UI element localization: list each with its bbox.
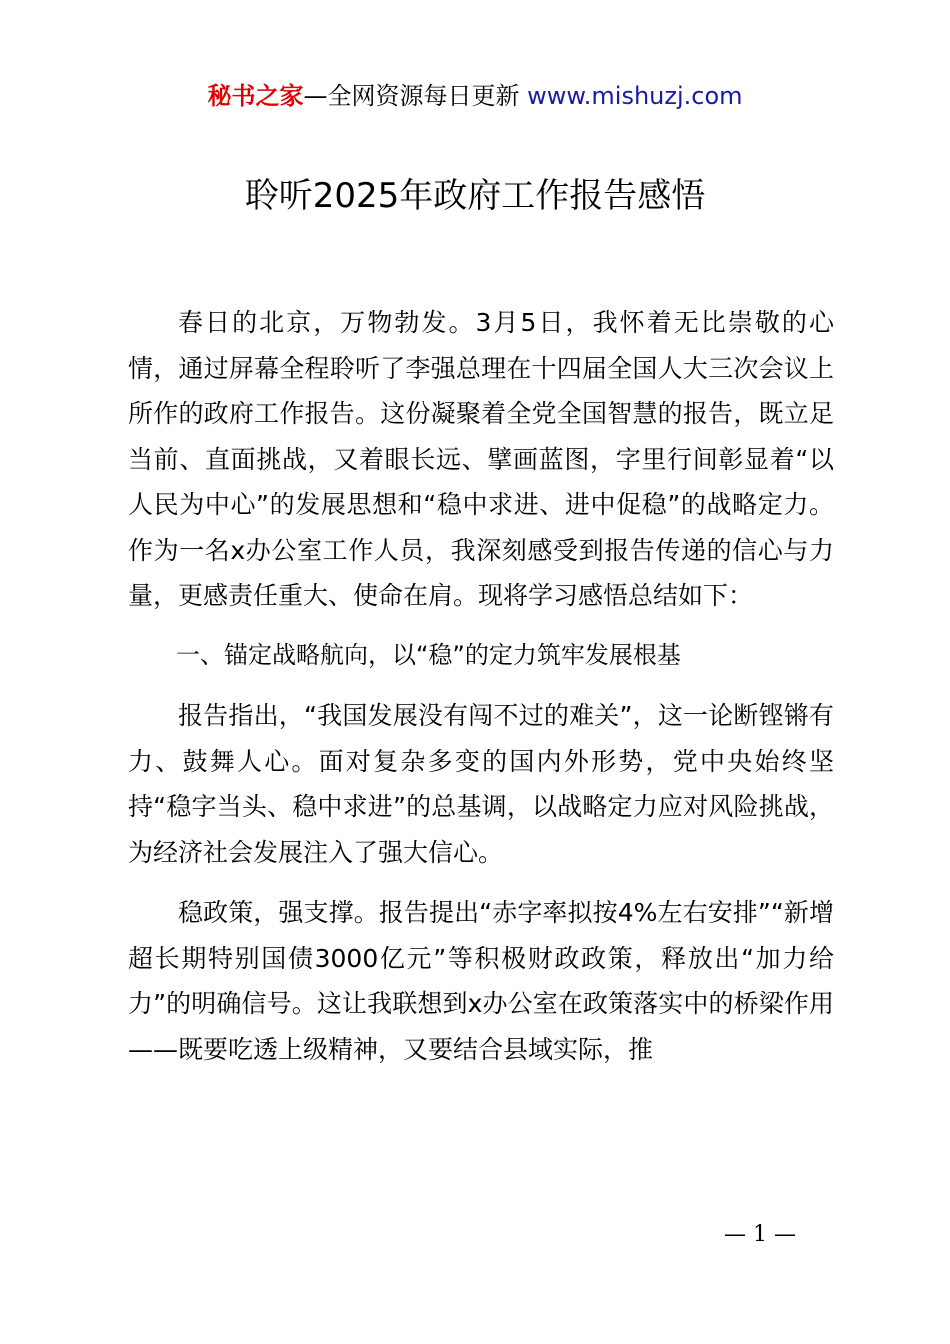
page-number: — 1 —	[724, 1222, 796, 1247]
header-tagline: —全网资源每日更新	[303, 82, 528, 110]
document-title: 聆听2025年政府工作报告感悟	[244, 176, 706, 216]
site-url-link[interactable]: www.mishuzj.com	[527, 82, 743, 110]
page-header	[0, 78, 950, 114]
document-body	[128, 300, 834, 1072]
brand-name: 秘书之家	[207, 82, 304, 110]
paragraph-intro: 春日的北京，万物勃发。3月5日，我怀着无比崇敬的心情，通过屏幕全程聆听了李强总理在十四届全国人大三次会议上所作的政府工作报告。这份凝聚着全党全国智慧的报告，既立足当前、直面挑战，又着眼长远、擘画蓝图，字里行间彰显着“以人民为中心”的发展思想和“稳中求进、进中促稳”的战略定力。作为一名x办公室工作人员，我深刻感受到报告传递的信心与力量，更感责任重大、使命在肩。现将学习感悟总结如下：	[128, 308, 834, 610]
paragraph-2: 报告指出，“我国发展没有闯不过的难关”，这一论断铿锵有力、鼓舞人心。面对复杂多变的国内外形势，党中央始终坚持“稳字当头、稳中求进”的总基调，以战略定力应对风险挑战，为经济社会发展注入了强大信心。	[128, 701, 834, 867]
paragraph-3: 稳政策，强支撑。报告提出“赤字率拟按4%左右安排”“新增超长期特别国债3000亿元”等积极财政政策，释放出“加力给力”的明确信号。这让我联想到x办公室在政策落实中的桥梁作用——既要吃透上级精神，又要结合县域实际，推	[128, 898, 834, 1064]
section-heading-1: 一、锚定战略航向，以“稳”的定力筑牢发展根基	[176, 640, 681, 669]
